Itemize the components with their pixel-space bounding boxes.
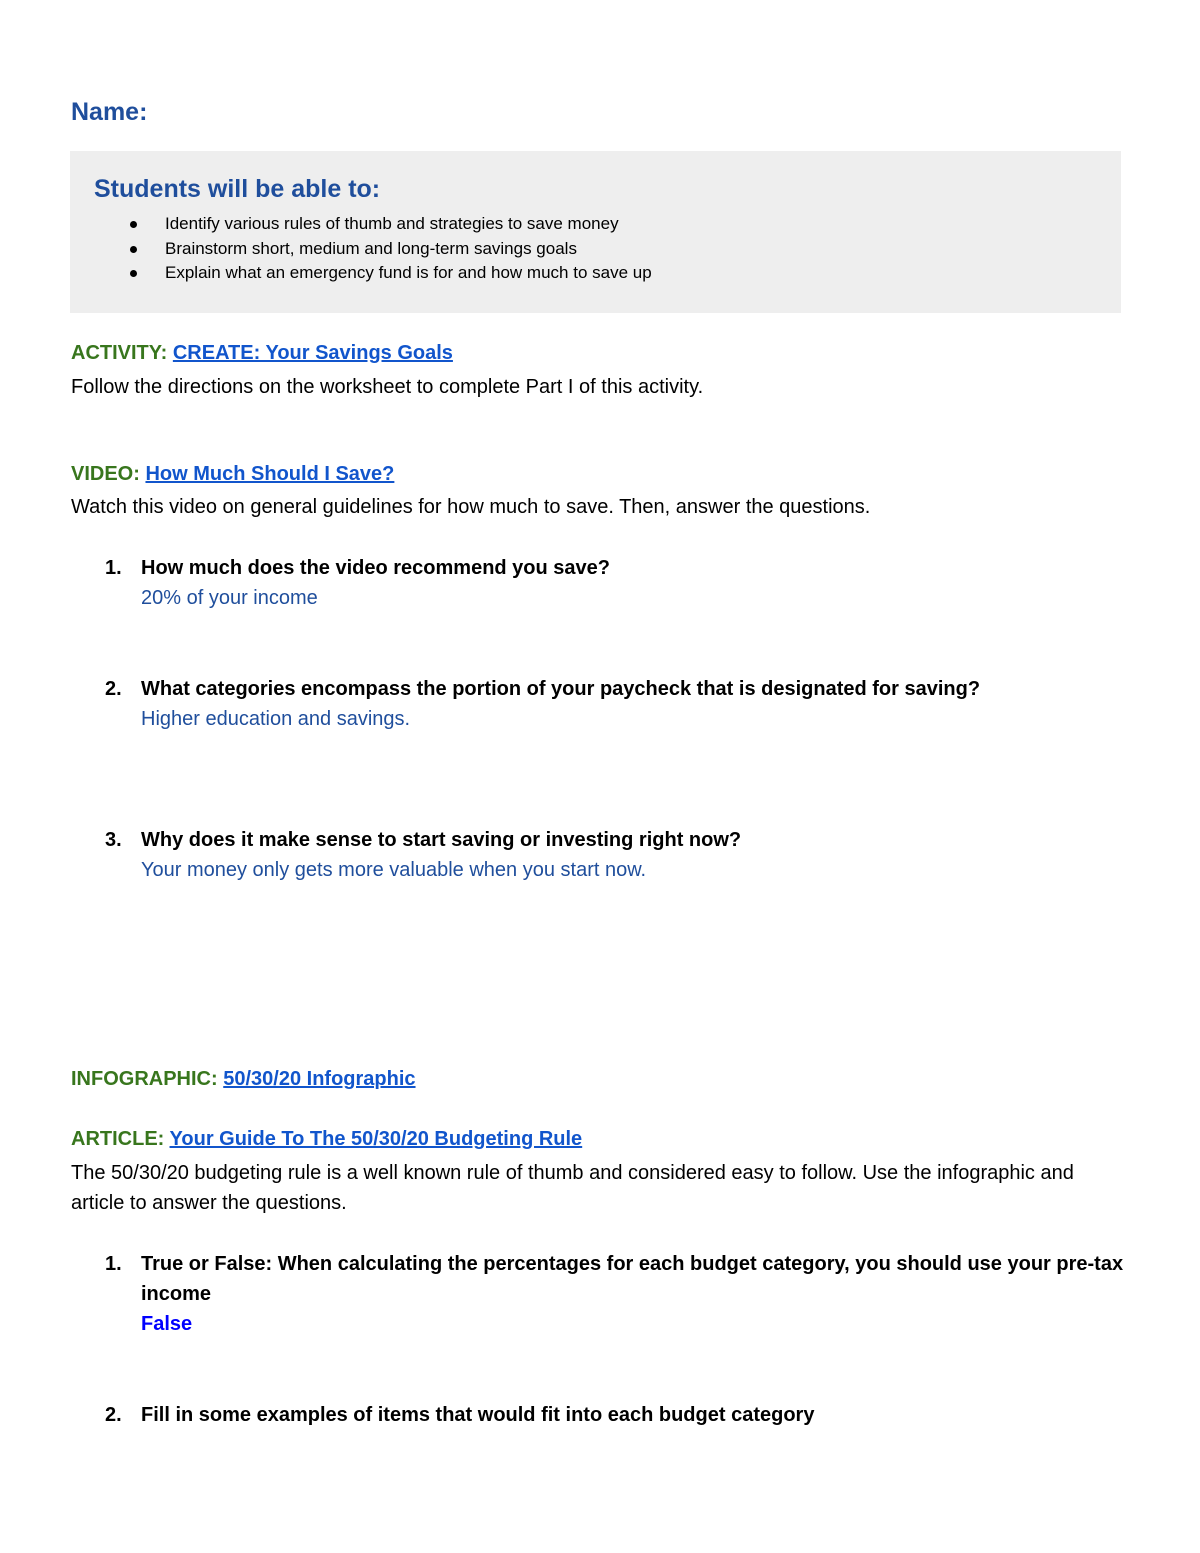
article-link[interactable]: Your Guide To The 50/30/20 Budgeting Rule: [169, 1128, 583, 1150]
infographic-kind-label: INFOGRAPHIC:: [71, 1068, 218, 1090]
video-kind-label: VIDEO:: [71, 463, 140, 485]
objective-item: [130, 212, 652, 237]
question-number: 1.: [105, 557, 122, 579]
question-text: What categories encompass the portion of your paycheck that is designated for saving?: [141, 678, 981, 700]
bullet-icon: [130, 270, 137, 277]
activity-link[interactable]: CREATE: Your Savings Goals: [172, 342, 453, 364]
activity-instructions: Follow the directions on the worksheet to complete Part I of this activity.: [71, 376, 704, 398]
video-instructions: Watch this video on general guidelines for how much to save. Then, answer the questions.: [71, 496, 871, 518]
question-number: 1.: [105, 1253, 122, 1275]
answer-text[interactable]: Higher education and savings.: [141, 708, 411, 730]
infographic-section-title: [71, 1068, 416, 1091]
question-text: True or False: When calculating the percentages for each budget category, you should use your pre-tax income: [141, 1253, 1124, 1305]
objectives-heading: Students will be able to:: [94, 175, 381, 203]
objectives-list: [130, 212, 652, 286]
objective-text: Identify various rules of thumb and strategies to save money: [165, 214, 619, 233]
question-text: How much does the video recommend you save?: [141, 557, 611, 579]
question-text: Why does it make sense to start saving or investing right now?: [141, 829, 742, 851]
activity-kind-label: ACTIVITY:: [71, 342, 168, 364]
answer-text[interactable]: False: [141, 1313, 193, 1335]
activity-section-title: [71, 342, 453, 365]
bullet-icon: [130, 221, 137, 228]
article-kind-label: ARTICLE:: [71, 1128, 165, 1150]
question-number: 2.: [105, 1404, 122, 1426]
video-link[interactable]: How Much Should I Save?: [145, 463, 395, 485]
question-text: Fill in some examples of items that would fit into each budget category: [141, 1404, 815, 1426]
video-question-1: [105, 553, 1130, 613]
learning-objectives-box: [70, 151, 1121, 313]
answer-text[interactable]: Your money only gets more valuable when you start now.: [141, 859, 647, 881]
objective-text: Brainstorm short, medium and long-term savings goals: [165, 238, 577, 258]
answer-text[interactable]: 20% of your income: [141, 587, 318, 609]
video-question-2: [105, 674, 1130, 734]
question-number: 3.: [105, 829, 122, 851]
question-number: 2.: [105, 678, 122, 700]
article-question-2: [105, 1400, 1130, 1430]
article-instructions: The 50/30/20 budgeting rule is a well known rule of thumb and considered easy to follow. Use the infographic and article to answer the questions.: [71, 1162, 1074, 1214]
infographic-link[interactable]: 50/30/20 Infographic: [223, 1068, 416, 1090]
article-section-title: [71, 1128, 582, 1151]
article-question-1: [105, 1249, 1130, 1339]
video-section-title: [71, 463, 394, 486]
video-question-3: [105, 825, 1130, 885]
name-label: Name:: [71, 98, 148, 126]
objective-item: [130, 261, 652, 286]
objective-text: Explain what an emergency fund is for and how much to save up: [165, 263, 652, 282]
objective-item: [130, 237, 652, 262]
bullet-icon: [130, 246, 137, 253]
